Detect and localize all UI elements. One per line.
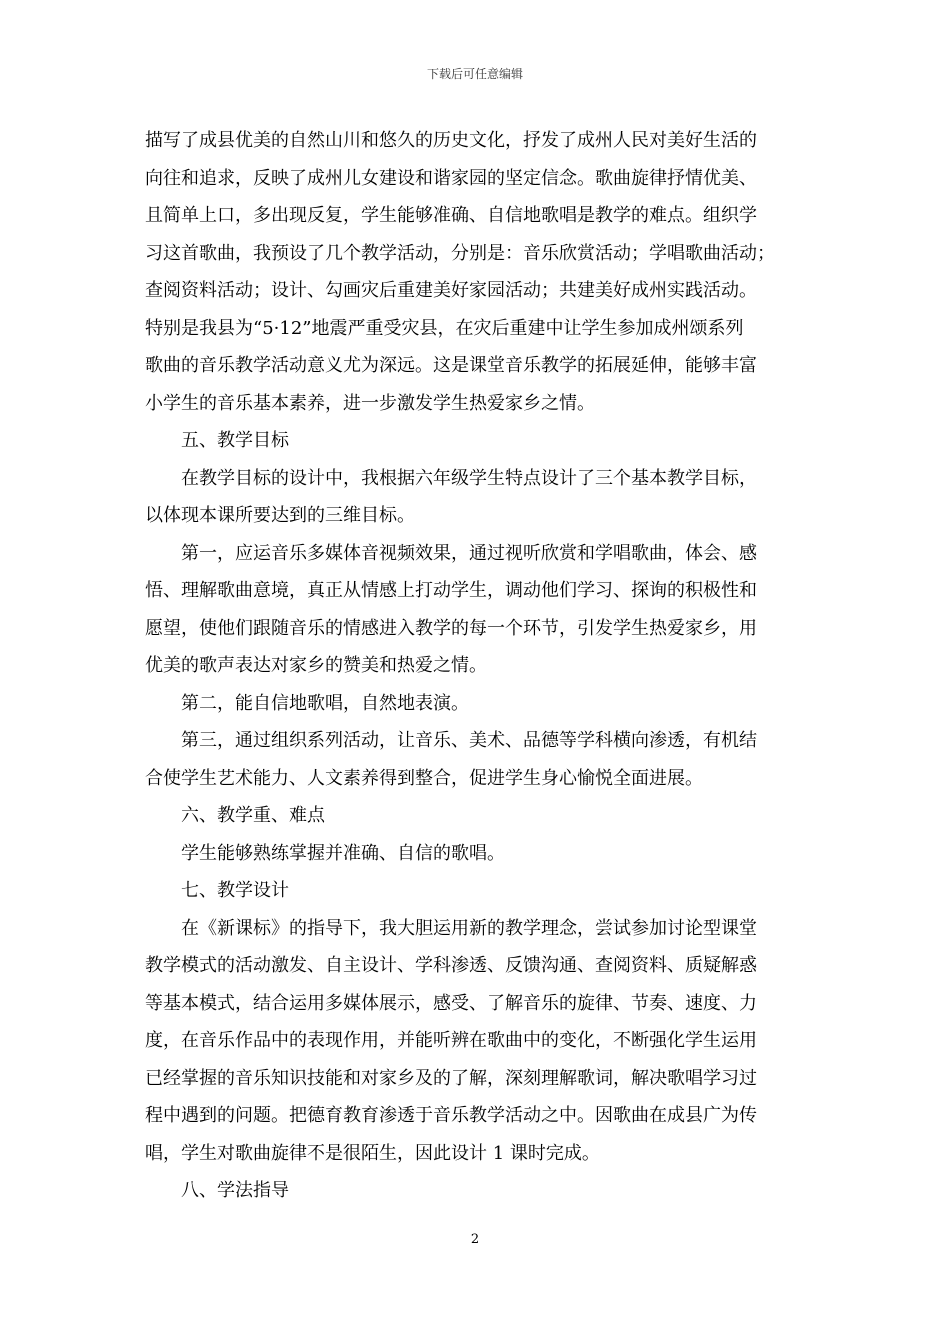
text-line: 优美的歌声表达对家乡的赞美和热爱之情。: [145, 655, 487, 676]
text-line: 悟、理解歌曲意境，真正从情感上打动学生，调动他们学习、探询的积极性和: [145, 580, 757, 601]
paragraph: [145, 797, 811, 835]
text-line: 程中遇到的问题。把德育教育渗透于音乐教学活动之中。因歌曲在成县广为传: [145, 1105, 757, 1126]
paragraph: [145, 910, 811, 1173]
text-line: 八、学法指导: [181, 1180, 289, 1201]
text-line: 小学生的音乐基本素养，进一步激发学生热爱家乡之情。: [145, 392, 595, 414]
text-line: 七、教学设计: [181, 880, 289, 901]
text-line: 合使学生艺术能力、人文素养得到整合，促进学生身心愉悦全面进展。: [145, 767, 703, 789]
text-line: 第二，能自信地歌唱，自然地表演。: [181, 692, 469, 714]
text-line: 在教学目标的设计中，我根据六年级学生特点设计了三个基本教学目标，: [181, 467, 757, 489]
paragraph: [145, 1172, 811, 1210]
text-line: 查阅资料活动；设计、勾画灾后重建美好家园活动；共建美好成州实践活动。: [145, 280, 757, 301]
text-line: 歌曲的音乐教学活动意义尤为深远。这是课堂音乐教学的拓展延伸，能够丰富: [145, 355, 757, 376]
text-line: 已经掌握的音乐知识技能和对家乡及的了解，深刻理解歌词，解决歌唱学习过: [145, 1067, 757, 1089]
text-line: 描写了成县优美的自然山川和悠久的历史文化，抒发了成州人民对美好生活的: [145, 130, 757, 151]
paragraph: [145, 685, 811, 723]
text-line: 第三，通过组织系列活动，让音乐、美术、品德等学科横向渗透，有机结: [181, 730, 757, 751]
text-line: 第一，应运音乐多媒体音视频效果，通过视听欣赏和学唱歌曲，体会、感: [181, 542, 757, 564]
text-line: 六、教学重、难点: [181, 805, 325, 826]
paragraph: [145, 722, 811, 797]
paragraph: [145, 460, 811, 535]
text-line: 向往和追求，反映了成州儿女建设和谐家园的坚定信念。歌曲旋律抒情优美、: [145, 167, 757, 189]
text-line: 愿望，使他们跟随音乐的情感进入教学的每一个环节，引发学生热爱家乡，用: [145, 617, 757, 639]
document-body: [145, 122, 811, 1210]
text-line: 等基本模式，结合运用多媒体展示，感受、了解音乐的旋律、节奏、速度、力: [145, 992, 757, 1014]
text-line: 且简单上口，多出现反复，学生能够准确、自信地歌唱是教学的难点。组织学: [145, 205, 757, 226]
text-line: 特别是我县为“5·12”地震严重受灾县，在灾后重建中让学生参加成州颂系列: [145, 317, 744, 339]
text-line: 五、教学目标: [181, 430, 289, 451]
paragraph: [145, 535, 811, 685]
text-line: 习这首歌曲，我预设了几个教学活动，分别是：音乐欣赏活动；学唱歌曲活动；: [145, 242, 775, 264]
page-number: 2: [470, 1232, 480, 1247]
text-line: 度，在音乐作品中的表现作用，并能听辨在歌曲中的变化，不断强化学生运用: [145, 1030, 757, 1051]
text-line: 学生能够熟练掌握并准确、自信的歌唱。: [181, 842, 505, 864]
paragraph: [145, 122, 811, 422]
text-line: 教学模式的活动激发、自主设计、学科渗透、反馈沟通、查阅资料、质疑解惑: [145, 955, 757, 976]
text-line: 在《新课标》的指导下，我大胆运用新的教学理念，尝试参加讨论型课堂: [181, 917, 757, 939]
paragraph: [145, 422, 811, 460]
page-header-note: 下载后可任意编辑: [426, 67, 523, 81]
text-line: 唱，学生对歌曲旋律不是很陌生，因此设计 1 课时完成。: [145, 1142, 600, 1164]
text-line: 以体现本课所要达到的三维目标。: [145, 505, 415, 526]
paragraph: [145, 872, 811, 910]
paragraph: [145, 835, 811, 873]
